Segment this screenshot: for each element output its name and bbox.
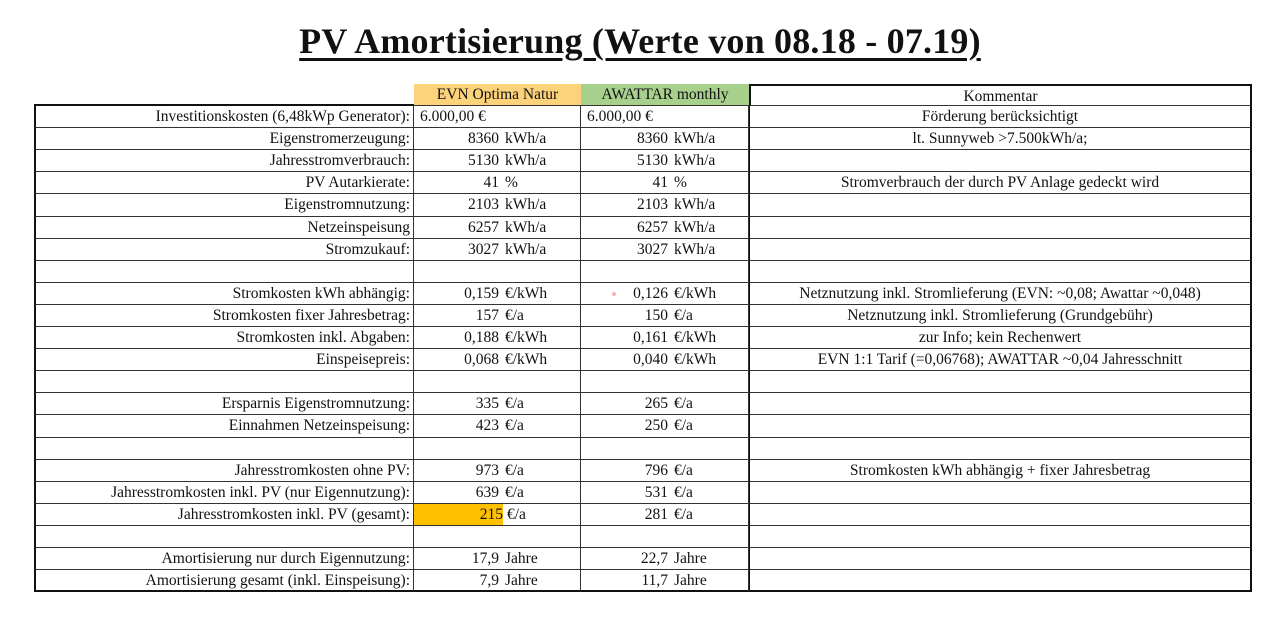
evn-value: 973 €/a — [414, 460, 581, 482]
row-comment: Förderung berücksichtigt — [749, 106, 1252, 128]
row-comment — [749, 261, 1252, 283]
table-row-empty — [34, 261, 1252, 283]
row-comment — [749, 548, 1252, 570]
row-label: Jahresstromverbrauch: — [34, 150, 414, 172]
table-row — [34, 283, 1252, 305]
row-label: Eigenstromnutzung: — [34, 194, 414, 216]
row-comment — [749, 526, 1252, 548]
awattar-value: 265 €/a — [581, 393, 749, 415]
evn-value: 8360 kWh/a — [414, 128, 581, 150]
awattar-value: 531 €/a — [581, 482, 749, 504]
row-comment — [749, 239, 1252, 261]
row-comment — [749, 393, 1252, 415]
awattar-value: 281 €/a — [581, 504, 749, 526]
amortization-table — [34, 84, 1252, 592]
evn-value — [414, 526, 581, 548]
awattar-value: 150 €/a — [581, 305, 749, 327]
awattar-value: 0,040 €/kWh — [581, 349, 749, 371]
evn-value: 7,9 Jahre — [414, 570, 581, 592]
awattar-value: 5130 kWh/a — [581, 150, 749, 172]
row-comment — [749, 194, 1252, 216]
awattar-value-number: 0,126 — [581, 283, 672, 304]
header-label-spacer — [34, 84, 414, 106]
row-label: Amortisierung nur durch Eigennutzung: — [34, 548, 414, 570]
row-label: Stromkosten kWh abhängig: — [34, 283, 414, 305]
evn-value: 5130 kWh/a — [414, 150, 581, 172]
evn-value: 41 % — [414, 172, 581, 194]
evn-value: 0,159 €/kWh — [414, 283, 581, 305]
table-row — [34, 570, 1252, 592]
awattar-value — [581, 438, 749, 460]
row-comment — [749, 415, 1252, 437]
highlighted-cell: 215 — [414, 504, 503, 525]
row-label: Stromkosten inkl. Abgaben: — [34, 327, 414, 349]
row-label: Jahresstromkosten ohne PV: — [34, 460, 414, 482]
row-comment: Stromverbrauch der durch PV Anlage gedeckt wird — [749, 172, 1252, 194]
page-title: PV Amortisierung (Werte von 08.18 - 07.19) — [299, 21, 981, 61]
row-comment: Netznutzung inkl. Stromlieferung (EVN: ~0,08; Awattar ~0,048) — [749, 283, 1252, 305]
evn-value: 157 €/a — [414, 305, 581, 327]
table-row-empty — [34, 438, 1252, 460]
table-row — [34, 548, 1252, 570]
row-label: Jahresstromkosten inkl. PV (nur Eigennutzung): — [34, 482, 414, 504]
table-row — [34, 239, 1252, 261]
row-label — [34, 438, 414, 460]
row-label — [34, 371, 414, 393]
awattar-value: 3027 kWh/a — [581, 239, 749, 261]
evn-value: 17,9 Jahre — [414, 548, 581, 570]
table-row — [34, 194, 1252, 216]
evn-value: 6257 kWh/a — [414, 217, 581, 239]
row-comment — [749, 570, 1252, 592]
awattar-value: 6.000,00 € — [581, 106, 749, 128]
awattar-value: 0,161 €/kWh — [581, 327, 749, 349]
table-row — [34, 349, 1252, 371]
awattar-value: 2103 kWh/a — [581, 194, 749, 216]
table-row — [34, 482, 1252, 504]
row-label: Stromzukauf: — [34, 239, 414, 261]
row-label: Einspeisepreis: — [34, 349, 414, 371]
table-row — [34, 460, 1252, 482]
awattar-value: 796 €/a — [581, 460, 749, 482]
awattar-value — [581, 261, 749, 283]
row-label: Amortisierung gesamt (inkl. Einspeisung): — [34, 570, 414, 592]
row-comment: Stromkosten kWh abhängig + fixer Jahresbetrag — [749, 460, 1252, 482]
table-header-row — [34, 84, 1252, 106]
awattar-value: 41 % — [581, 172, 749, 194]
row-comment: Netznutzung inkl. Stromlieferung (Grundgebühr) — [749, 305, 1252, 327]
evn-value: 639 €/a — [414, 482, 581, 504]
evn-value — [414, 438, 581, 460]
evn-value: 3027 kWh/a — [414, 239, 581, 261]
row-comment: zur Info; kein Rechenwert — [749, 327, 1252, 349]
comment-marker-icon — [612, 292, 616, 296]
table-row — [34, 217, 1252, 239]
row-comment — [749, 482, 1252, 504]
header-evn-optima-natur: EVN Optima Natur — [414, 84, 581, 106]
awattar-value: 0,126 €/kWh — [581, 283, 749, 305]
row-comment — [749, 438, 1252, 460]
row-label — [34, 261, 414, 283]
awattar-value: 11,7 Jahre — [581, 570, 749, 592]
table-row — [34, 150, 1252, 172]
row-label: Jahresstromkosten inkl. PV (gesamt): — [34, 504, 414, 526]
evn-value — [414, 371, 581, 393]
row-label: Netzeinspeisung — [34, 217, 414, 239]
table-row-empty — [34, 371, 1252, 393]
row-label: Einnahmen Netzeinspeisung: — [34, 415, 414, 437]
row-comment — [749, 504, 1252, 526]
awattar-value: 8360 kWh/a — [581, 128, 749, 150]
awattar-value: 6257 kWh/a — [581, 217, 749, 239]
awattar-value: 22,7 Jahre — [581, 548, 749, 570]
header-awattar-monthly: AWATTAR monthly — [581, 84, 749, 106]
row-label: Investitionskosten (6,48kWp Generator): — [34, 106, 414, 128]
evn-value: 2103 kWh/a — [414, 194, 581, 216]
awattar-value: 250 €/a — [581, 415, 749, 437]
table-row-empty — [34, 526, 1252, 548]
table-row-highlighted — [34, 504, 1252, 526]
row-label: PV Autarkierate: — [34, 172, 414, 194]
table-row — [34, 172, 1252, 194]
evn-value — [414, 261, 581, 283]
row-label: Ersparnis Eigenstromnutzung: — [34, 393, 414, 415]
evn-value: 0,068 €/kWh — [414, 349, 581, 371]
table-row — [34, 128, 1252, 150]
row-label: Stromkosten fixer Jahresbetrag: — [34, 305, 414, 327]
evn-value: 335 €/a — [414, 393, 581, 415]
awattar-value — [581, 371, 749, 393]
evn-value: 6.000,00 € — [414, 106, 581, 128]
row-comment: lt. Sunnyweb >7.500kWh/a; — [749, 128, 1252, 150]
row-label: Eigenstromerzeugung: — [34, 128, 414, 150]
evn-value: 215 €/a — [414, 504, 581, 526]
table-row — [34, 106, 1252, 128]
table-row — [34, 305, 1252, 327]
row-comment — [749, 371, 1252, 393]
evn-value: 423 €/a — [414, 415, 581, 437]
table-row — [34, 393, 1252, 415]
table-row — [34, 415, 1252, 437]
row-comment — [749, 150, 1252, 172]
row-label — [34, 526, 414, 548]
table-row — [34, 327, 1252, 349]
awattar-value — [581, 526, 749, 548]
row-comment: EVN 1:1 Tarif (=0,06768); AWATTAR ~0,04 Jahresschnitt — [749, 349, 1252, 371]
row-comment — [749, 217, 1252, 239]
header-kommentar: Kommentar — [749, 84, 1252, 106]
evn-value: 0,188 €/kWh — [414, 327, 581, 349]
